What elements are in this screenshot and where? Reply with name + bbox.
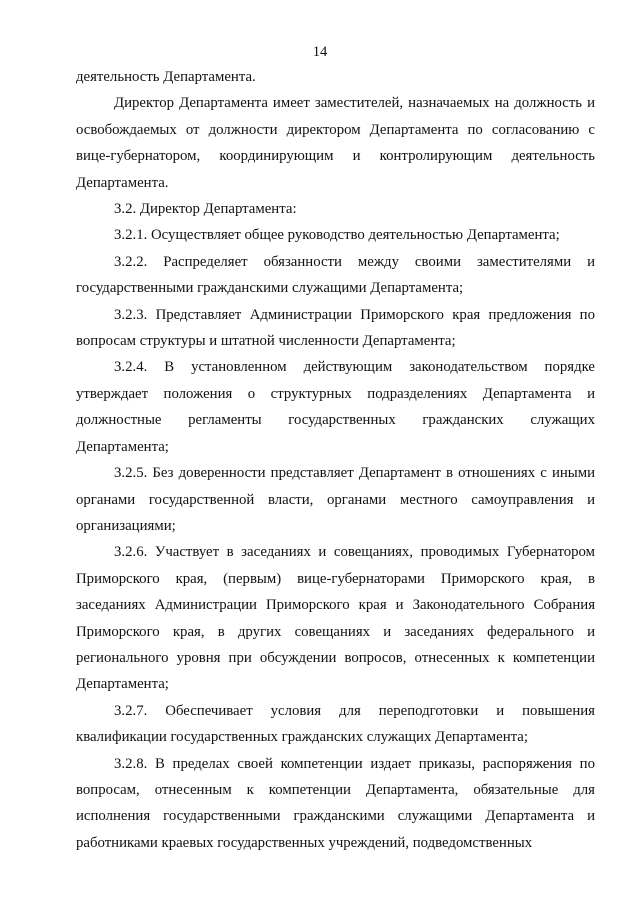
paragraph-3-2-4: 3.2.4. В установленном действующим законодательством порядке утверждает положения о структурных подразделениях Департамента и должностные регламенты государственных гражданских служащих Департамента; <box>76 359 595 455</box>
paragraph-3-2-3: 3.2.3. Представляет Администрации Приморского края предложения по вопросам структуры и штатной численности Департамента; <box>76 306 595 350</box>
paragraph-3-2-5: 3.2.5. Без доверенности представляет Департамент в отношениях с иными органами государственной власти, органами местного самоуправления и организациями; <box>76 465 595 534</box>
paragraph-continuation: деятельность Департамента. <box>76 69 256 85</box>
page-number: 14 <box>312 44 328 60</box>
paragraph-deputies: Директор Департамента имеет заместителей, назначаемых на должность и освобождаемых от должности директором Департамента по согласованию с вице-губернатором, координирующим и контролирующим деятельность Департамента. <box>76 95 595 191</box>
document-body <box>76 64 595 856</box>
paragraph-3-2-6: 3.2.6. Участвует в заседаниях и совещаниях, проводимых Губернатором Приморского края, (первым) вице-губернаторами Приморского края, в заседаниях Администрации Приморского края и Законодательного Собрания Приморского края, в других совещаниях и заседаниях федерального и регионального уровня при обсуждении вопросов, отнесенных к компетенции Департамента; <box>76 544 595 693</box>
paragraph-3-2-7: 3.2.7. Обеспечивает условия для переподготовки и повышения квалификации государственных гражданских служащих Департамента; <box>76 702 595 746</box>
paragraph-3-2-1: 3.2.1. Осуществляет общее руководство деятельностью Департамента; <box>114 227 560 244</box>
paragraph-3-2-2: 3.2.2. Распределяет обязанности между своими заместителями и государственными гражданскими служащими Департамента; <box>76 253 595 297</box>
paragraph-3-2-8: 3.2.8. В пределах своей компетенции издает приказы, распоряжения по вопросам, отнесенным к компетенции Департамента, обязательные для исполнения государственными гражданскими служащими Департамента и работниками краевых государственных учреждений, подведомственных <box>76 755 595 851</box>
paragraph-3-2: 3.2. Директор Департамента: <box>114 201 297 218</box>
